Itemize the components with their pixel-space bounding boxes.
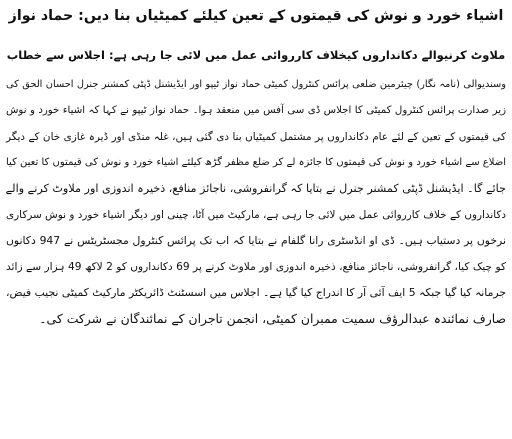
subheadline: ملاوٹ کرنیوالے دکانداروں کیخلاف کارروائی عمل میں لائی جا رہی ہے: اجلاس سے خطاب — [6, 48, 506, 62]
body-line: جرمانہ کیا گیا جبکہ 5 ایف آئی آر کا اندراج کیا گیا ہے۔ اجلاس میں اسسٹنٹ ڈائریکٹر مارکیٹ کمیٹی نجیب فیض، — [6, 286, 506, 299]
body-line: وسندیوالی (نامہ نگار) چیئرمین ضلعی پرائس کنٹرول کمیٹی حماد نواز ٹیپو اور ایڈیشنل ڈپٹی کمشنر جنرل احسان الحق کی — [6, 79, 506, 90]
body-line: کو چیک کیا، گرانفروشی، ناجائز منافع، ذخیرہ اندوزی اور ملاوٹ کرنے پر 69 دکانداروں کو 2 لاکھ 49 ہزار سے زائد — [6, 261, 506, 273]
headline: اشیاء خورد و نوش کی قیمتوں کے تعین کیلئے کمیٹیاں بنا دیں: حماد نواز — [8, 8, 504, 24]
body-line: زیر صدارت پرائس کنٹرول کمیٹی کا اجلاس ڈی سی آفس میں منعقد ہوا۔ حماد نواز ٹیپو نے کہا کہ اشیاء خورد و نوش — [6, 105, 506, 116]
article-body — [6, 72, 506, 332]
body-line: دکانداروں کے خلاف کارروائی عمل میں لائی جا رہی ہے، مارکیٹ میں آٹا، چینی اور دیگر اشیاء خورد و نوش سرکاری — [6, 209, 506, 221]
body-line: جائے گا۔ ایڈیشنل ڈپٹی کمشنر جنرل نے بتایا کہ گرانفروشی، ناجائز منافع، ذخیرہ اندوزی اور ملاوٹ کرنے والے — [5, 182, 506, 195]
body-line: اضلاع سے اشیاء خورد و نوش کی قیمتوں کا جائزہ لے کر ضلع مظفر گڑھ کیلئے اشیاء خورد و نوش کی قیمتوں کا تعین کیا — [6, 157, 506, 168]
body-line: نرخوں پر دستیاب ہیں۔ ڈی او انڈسٹری رانا گلفام نے بتایا کہ اب تک پرائس کنٹرول مجسٹریٹس نے 947 دکانوں — [6, 234, 506, 247]
body-line: صارف نمائندہ عبدالرؤف سمیت ممبران کمیٹی، انجمن تاجران کے نمائندگان نے شرکت کی۔ — [39, 311, 506, 326]
body-line: کی قیمتوں کے تعین کے لئے عام دکانداروں پر مشتمل کمیٹیاں بنا دی گئی ہیں، غلہ منڈی اور ڈیرہ غازی خان کے دیگر — [6, 131, 506, 143]
